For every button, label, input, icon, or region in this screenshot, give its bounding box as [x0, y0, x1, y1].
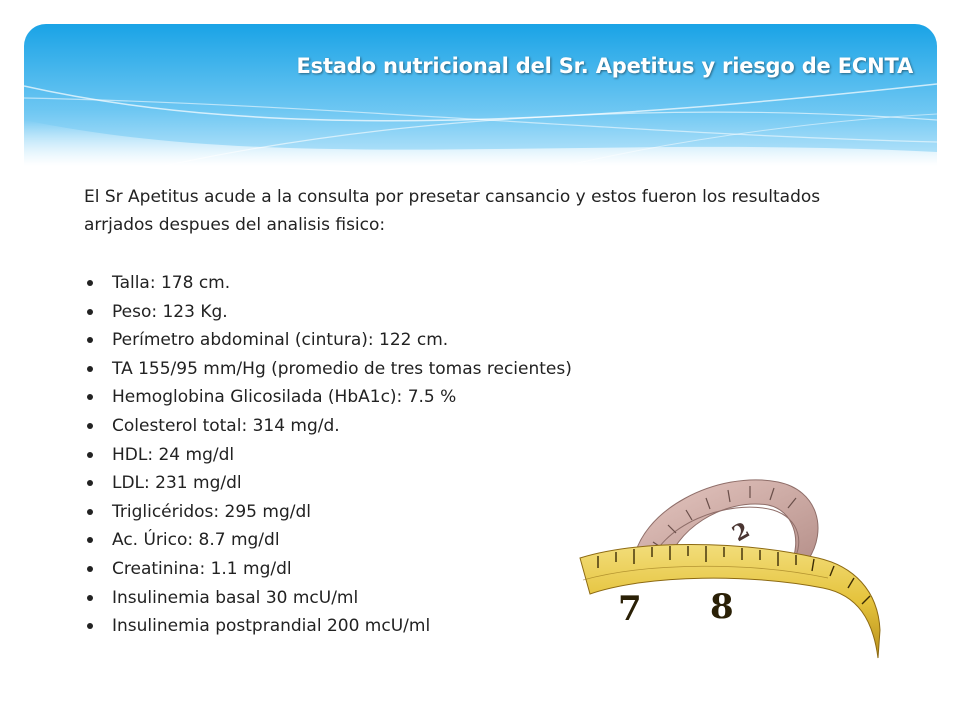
list-item	[84, 269, 864, 298]
list-item-text: Peso: 123 Kg.	[112, 301, 228, 322]
slide-title: Estado nutricional del Sr. Apetitus y riesgo de ECNTA	[296, 54, 913, 78]
list-item	[84, 383, 864, 412]
list-item	[84, 298, 864, 327]
bullet-icon	[87, 280, 93, 286]
bullet-icon	[87, 537, 93, 543]
list-item-text: Hemoglobina Glicosilada (HbA1c): 7.5 %	[112, 387, 457, 408]
bullet-icon	[87, 394, 93, 400]
bullet-icon	[87, 509, 93, 515]
list-item	[84, 412, 864, 441]
bullet-icon	[87, 423, 93, 429]
bullet-icon	[87, 595, 93, 601]
list-item-text: Triglicéridos: 295 mg/dl	[112, 501, 311, 522]
bullet-icon	[87, 566, 93, 572]
tape-number-7: 7	[618, 589, 642, 629]
list-item-text: HDL: 24 mg/dl	[112, 444, 235, 465]
bullet-icon	[87, 337, 93, 343]
list-item-text: TA 155/95 mm/Hg (promedio de tres tomas recientes)	[112, 358, 572, 379]
bullet-icon	[87, 366, 93, 372]
tape-number-8: 8	[710, 587, 734, 627]
bullet-icon	[87, 480, 93, 486]
bullet-icon	[87, 623, 93, 629]
list-item-text: Colesterol total: 314 mg/d.	[112, 415, 340, 436]
list-item	[84, 355, 864, 384]
header-banner	[24, 24, 937, 166]
list-item	[84, 441, 864, 470]
list-item-text: Perímetro abdominal (cintura): 122 cm.	[112, 330, 449, 351]
list-item-text: Talla: 178 cm.	[112, 273, 231, 293]
tape-number-2: 2	[728, 517, 755, 548]
bullet-icon	[87, 309, 93, 315]
banner-background	[24, 24, 937, 166]
list-item-text: Insulinemia basal 30 mcU/ml	[112, 587, 359, 608]
list-item-text: LDL: 231 mg/dl	[112, 473, 242, 494]
measuring-tape-icon	[578, 470, 890, 665]
intro-paragraph: El Sr Apetitus acude a la consulta por presetar cansancio y estos fueron los resultados arrjados despues del analisis fisico:	[84, 187, 821, 235]
bullet-icon	[87, 452, 93, 458]
list-item-text: Insulinemia postprandial 200 mcU/ml	[112, 616, 431, 637]
list-item-text: Creatinina: 1.1 mg/dl	[112, 558, 292, 579]
list-item	[84, 326, 864, 355]
list-item-text: Ac. Úrico: 8.7 mg/dl	[112, 530, 280, 551]
